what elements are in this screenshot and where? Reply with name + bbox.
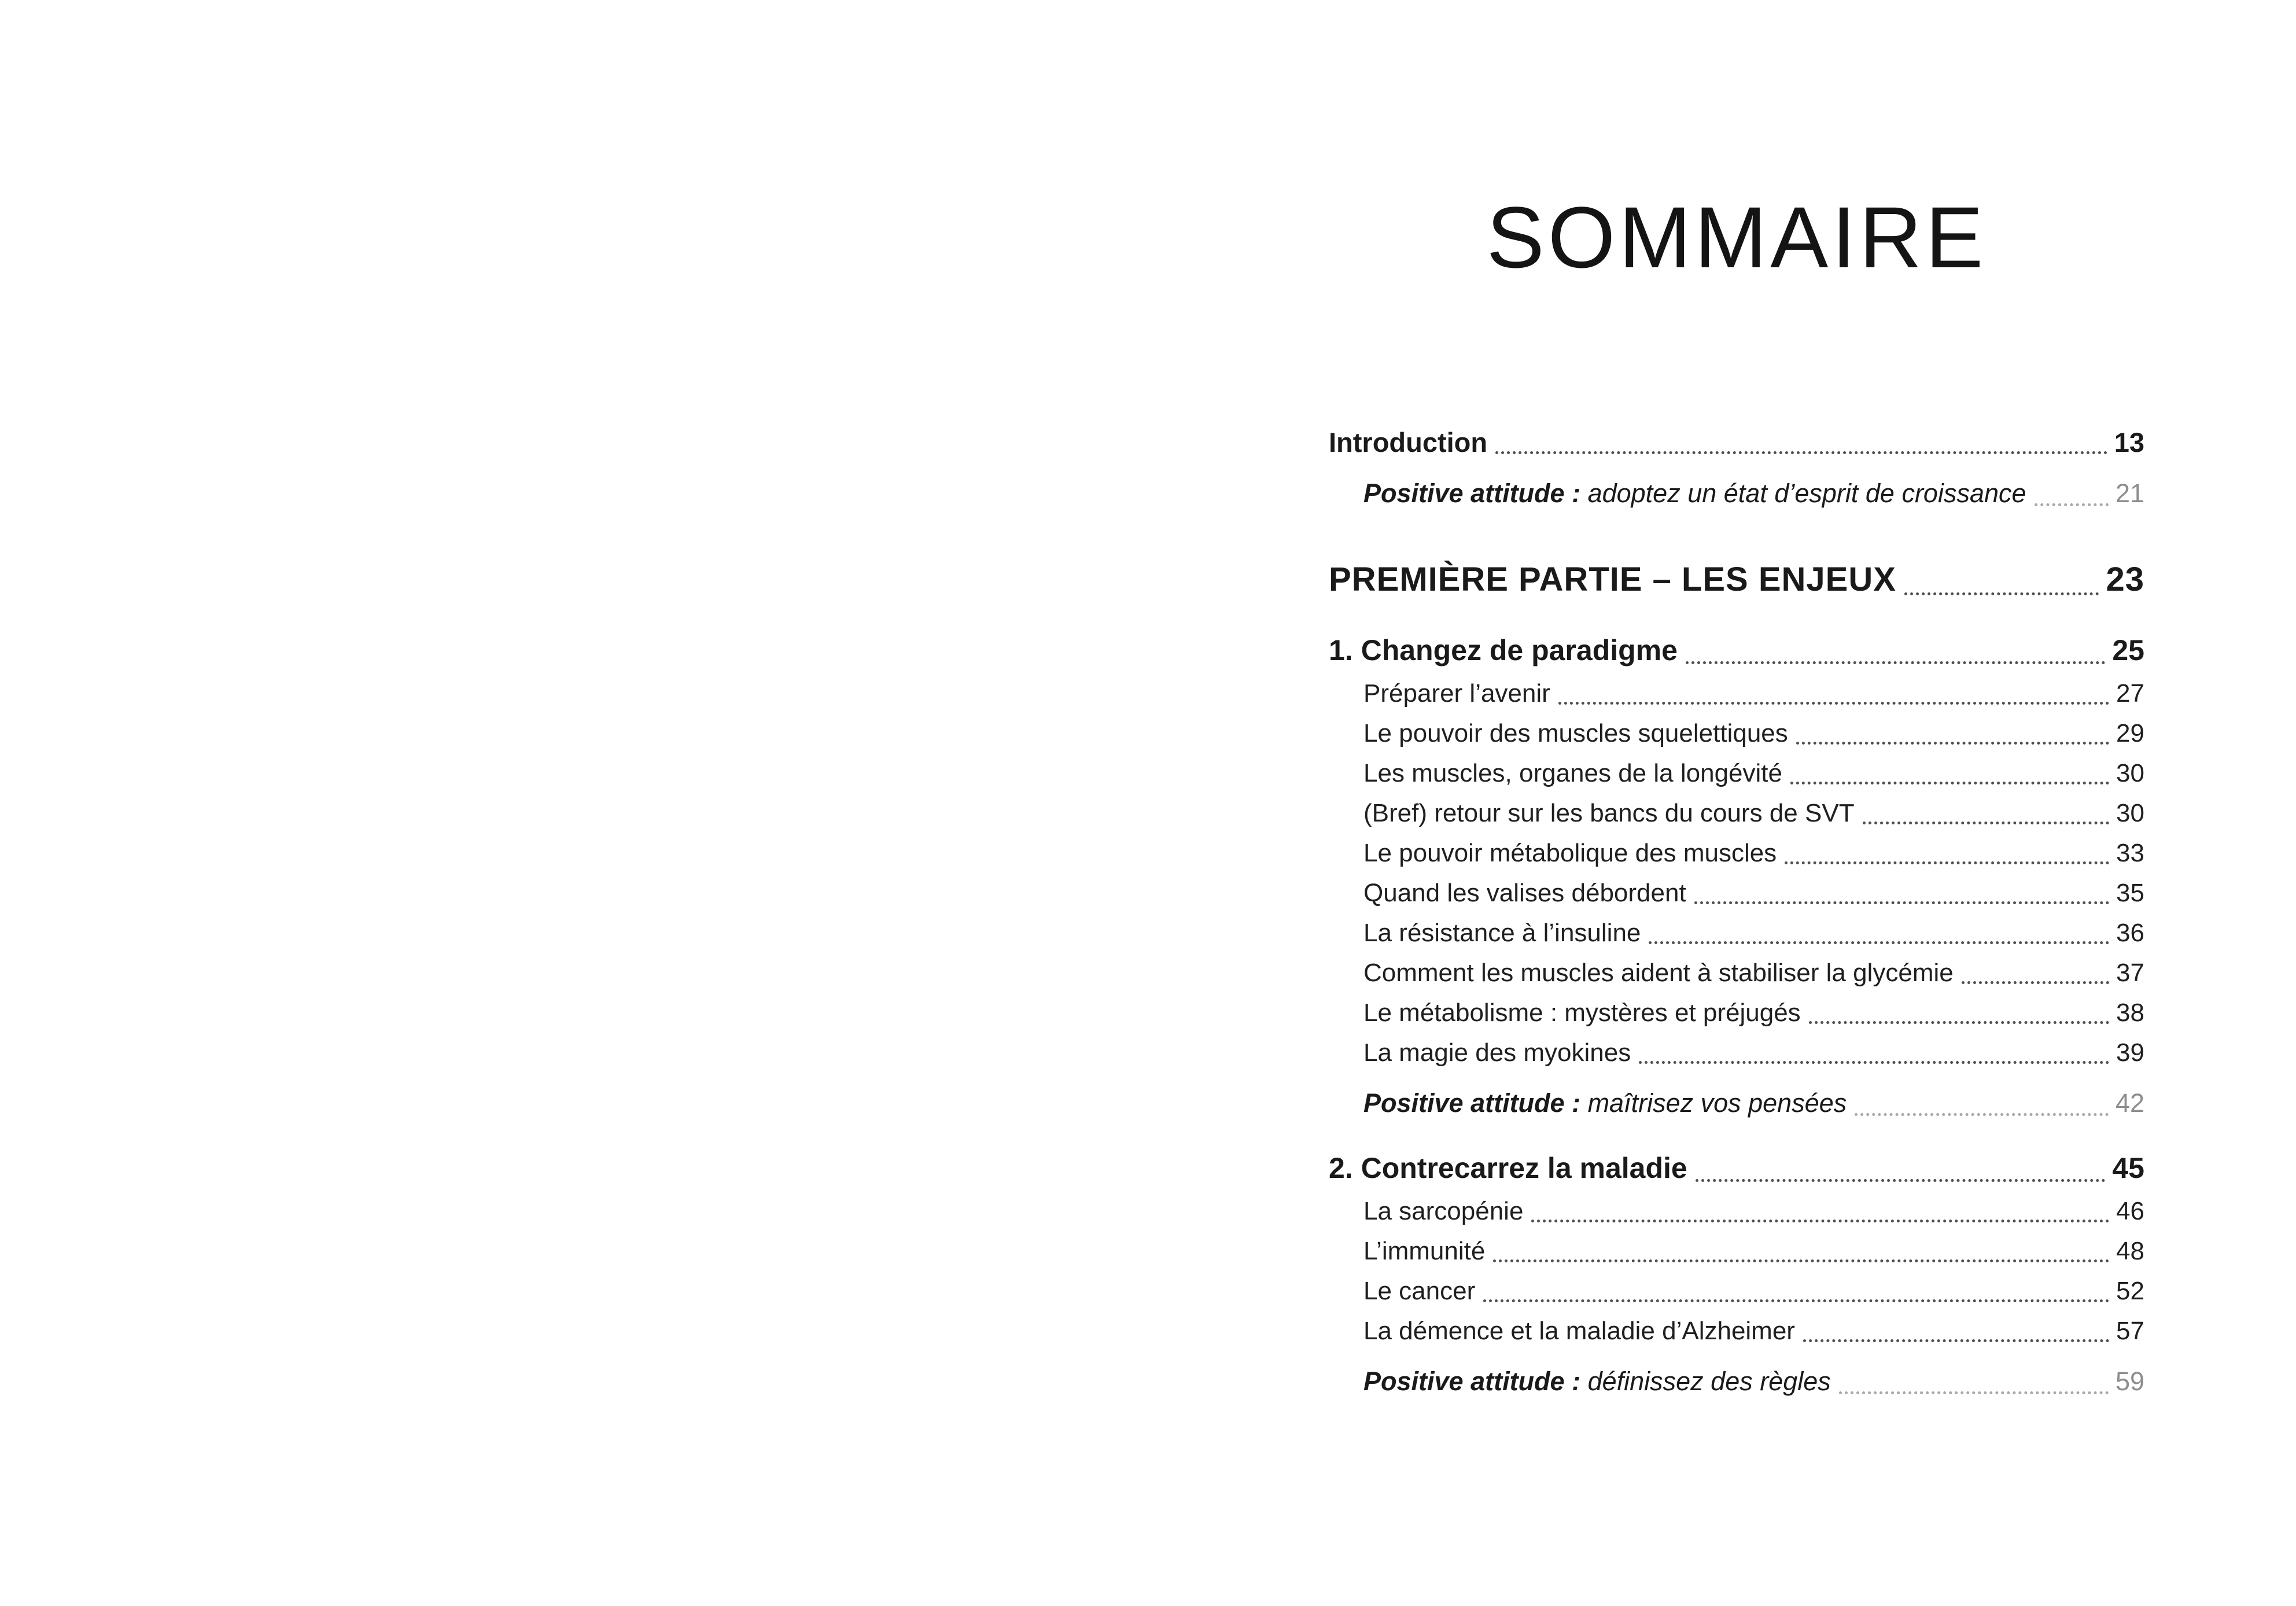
dot-leader [1686, 661, 2105, 664]
toc-entry-page-number: 30 [2116, 799, 2144, 827]
dot-leader [1839, 1391, 2109, 1394]
toc-entry-page-number: 30 [2116, 759, 2144, 787]
toc-entry-label-prefix: Positive attitude : [1363, 1366, 1581, 1396]
toc-entry-page-number: 35 [2116, 879, 2144, 907]
dot-leader [2035, 503, 2109, 506]
toc-entry-label: Préparer l’avenir [1363, 679, 1550, 708]
toc-entry-label: Le pouvoir métabolique des muscles [1363, 839, 1777, 867]
toc-entry-label-prefix: Positive attitude : [1363, 1088, 1581, 1118]
toc-entry-label: PREMIÈRE PARTIE – LES ENJEUX [1329, 561, 1896, 598]
toc-entry [1329, 422, 2144, 463]
toc-entry-label: Quand les valises débordent [1363, 879, 1686, 907]
toc-entry-page-number: 21 [2115, 478, 2144, 508]
dot-leader [1785, 861, 2109, 864]
toc-entry-label: (Bref) retour sur les bancs du cours de SVT [1363, 799, 1855, 827]
dot-leader [1904, 592, 2099, 595]
toc-entry-page-number: 48 [2116, 1237, 2144, 1265]
dot-leader [1493, 1259, 2109, 1262]
toc-entry-label: Le métabolisme : mystères et préjugés [1363, 999, 1801, 1027]
toc-entry [1329, 473, 2144, 514]
toc-entry-page-number: 25 [2112, 634, 2144, 666]
toc-entry-label: La magie des myokines [1363, 1038, 1631, 1067]
toc-entry [1329, 1145, 2144, 1191]
toc-entry-page-number: 39 [2116, 1038, 2144, 1067]
toc-entry-label: Introduction [1329, 427, 1488, 458]
dot-leader [1855, 1113, 2109, 1116]
toc-entry [1329, 713, 2144, 753]
toc-entry-label: Positive attitude : adoptez un état d’esprit de croissance [1363, 478, 2026, 508]
toc-entry [1329, 1311, 2144, 1351]
toc-entry-label: Le cancer [1363, 1277, 1476, 1305]
toc-entry-label: Comment les muscles aident à stabiliser la glycémie [1363, 959, 1954, 987]
dot-leader [1803, 1339, 2109, 1342]
toc-entry [1329, 993, 2144, 1033]
toc-entry-page-number: 36 [2116, 919, 2144, 947]
toc-entry-label: Les muscles, organes de la longévité [1363, 759, 1782, 787]
toc-entry-label: Positive attitude : définissez des règles [1363, 1366, 1831, 1396]
toc-entry [1329, 953, 2144, 993]
toc-entry-label: La résistance à l’insuline [1363, 919, 1641, 947]
dot-leader [1790, 782, 2109, 784]
toc-entry-label: Positive attitude : maîtrisez vos pensées [1363, 1088, 1847, 1118]
toc-entry-page-number: 46 [2116, 1197, 2144, 1225]
toc-entry [1329, 913, 2144, 953]
toc-entry-page-number: 33 [2116, 839, 2144, 867]
toc-entry-label: 1. Changez de paradigme [1329, 634, 1678, 666]
dot-leader [1962, 981, 2109, 984]
toc-list [1329, 422, 2144, 1402]
dot-leader [1694, 901, 2109, 904]
toc-entry-page-number: 59 [2115, 1366, 2144, 1396]
toc-entry [1329, 833, 2144, 873]
toc-entry [1329, 673, 2144, 713]
dot-leader [1863, 822, 2109, 824]
toc-entry-page-number: 57 [2116, 1317, 2144, 1345]
toc-entry-page-number: 52 [2116, 1277, 2144, 1305]
dot-leader [1531, 1220, 2109, 1222]
toc-entry-label-prefix: Positive attitude : [1363, 478, 1581, 508]
toc-entry-page-number: 29 [2116, 719, 2144, 747]
page-title: SOMMAIRE [1486, 189, 1987, 286]
toc-entry [1329, 1271, 2144, 1311]
dot-leader [1796, 742, 2109, 745]
dot-leader [1696, 1179, 2106, 1182]
dot-leader [1809, 1021, 2109, 1024]
dot-leader [1483, 1299, 2109, 1302]
toc-entry [1329, 1033, 2144, 1073]
toc-entry [1329, 1231, 2144, 1271]
toc-entry-page-number: 27 [2116, 679, 2144, 708]
dot-leader [1639, 1061, 2109, 1064]
toc-entry-page-number: 38 [2116, 999, 2144, 1027]
dot-leader [1649, 941, 2109, 944]
toc-entry [1329, 753, 2144, 793]
toc-entry-label: La démence et la maladie d’Alzheimer [1363, 1317, 1795, 1345]
toc-entry-page-number: 13 [2114, 427, 2144, 458]
toc-entry [1329, 1191, 2144, 1231]
toc-entry [1329, 1083, 2144, 1124]
toc-entry-page-number: 23 [2106, 561, 2144, 598]
toc-entry [1329, 627, 2144, 673]
toc-entry [1329, 873, 2144, 913]
toc-entry-page-number: 37 [2116, 959, 2144, 987]
toc-entry-label: 2. Contrecarrez la maladie [1329, 1152, 1687, 1184]
toc-entry-label: L’immunité [1363, 1237, 1486, 1265]
toc-entry [1329, 1361, 2144, 1402]
toc-entry [1329, 554, 2144, 606]
dot-leader [1495, 451, 2107, 454]
toc-entry [1329, 793, 2144, 833]
toc-entry-page-number: 45 [2112, 1152, 2144, 1184]
toc-entry-label: La sarcopénie [1363, 1197, 1524, 1225]
toc-entry-label: Le pouvoir des muscles squelettiques [1363, 719, 1788, 747]
dot-leader [1558, 702, 2109, 705]
toc-entry-page-number: 42 [2115, 1088, 2144, 1118]
